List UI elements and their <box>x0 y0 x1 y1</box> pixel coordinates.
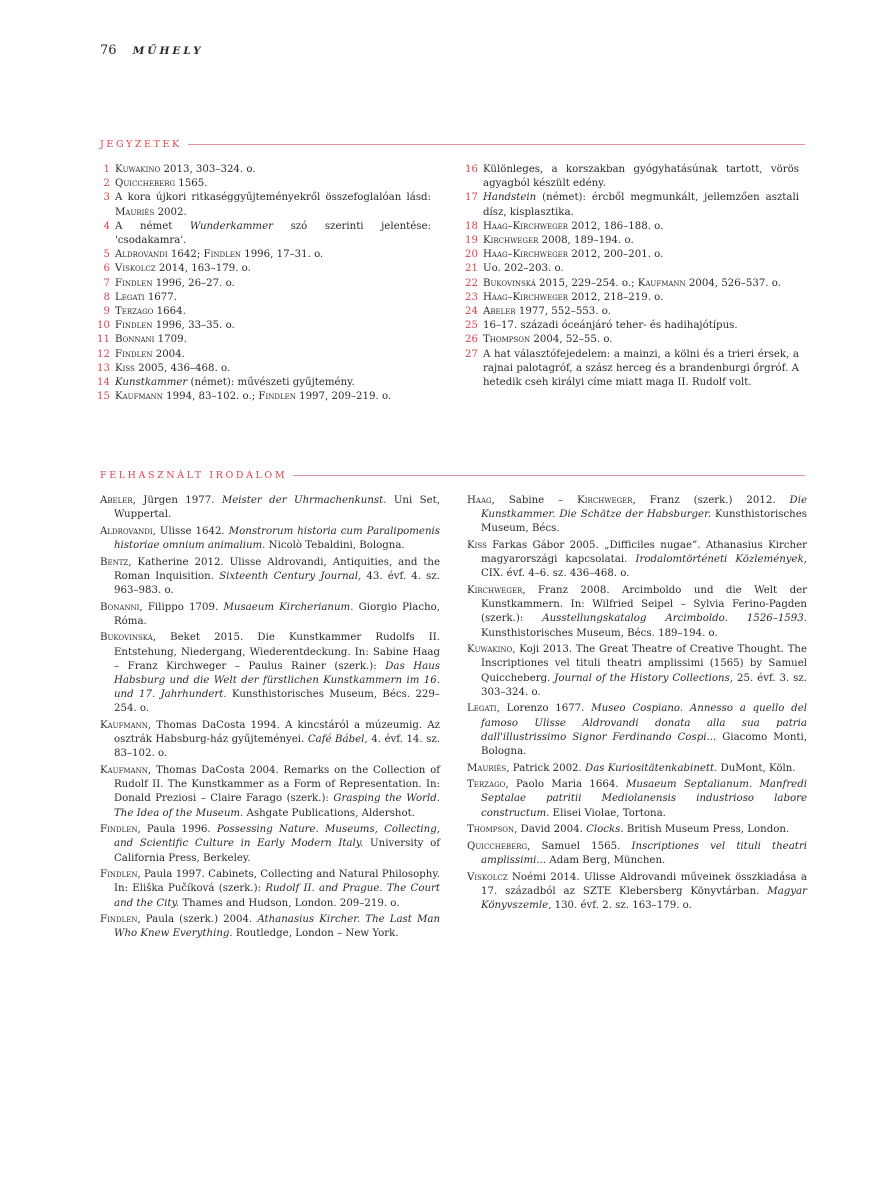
page-number: 76 <box>100 43 117 58</box>
text-run: , Koji 2013. The Great Theatre of Creative Thought. The Inscriptiones vel tituli theatri amplissimi (1565) by Samuel Quiccheberg. <box>481 644 807 684</box>
text-run: 2004, 526–537. o. <box>685 277 781 289</box>
text-run: University of California Press, Berkeley. <box>114 838 440 864</box>
text-run: Különleges, a korszakban gyógyhatásúnak tartott, vörös agyagból készült edény. <box>483 164 799 190</box>
author-name: Findlen <box>115 348 153 360</box>
italic-title: Musaeum Kircherianum. <box>223 601 354 613</box>
bibliography-entry <box>467 584 807 641</box>
footnote <box>96 220 431 248</box>
text-run: , David 2004. <box>514 824 587 836</box>
author-name: Quiccheberg <box>467 840 528 852</box>
author-name: Kirchweger <box>467 585 523 596</box>
footnote <box>464 248 799 262</box>
text-run: , Thomas DaCosta 1994. A kincstáról a múzeumig. Az osztrák Habsburg-ház gyűjteményei. <box>114 720 440 746</box>
bibliography-entry <box>467 778 807 821</box>
italic-title: Museo Cospiano. Annesso a quello del famoso Ulisse Aldrovandi donata alla sua patria dall'illustrissimo Signor Ferdinando Cospi... <box>481 703 807 743</box>
text-run: , Paolo Maria 1664. <box>505 779 626 791</box>
text-run: 2012, 186–188. o. <box>568 220 664 232</box>
text-run: 1642; <box>167 249 204 261</box>
footnote <box>464 234 799 248</box>
text-run: Kunsthistorisches Museum, Bécs. <box>481 509 807 535</box>
text-run: , Filippo 1709. <box>139 601 224 613</box>
footnote <box>464 220 799 234</box>
author-name: Bonnani <box>115 334 155 346</box>
bibliography-entry <box>467 539 807 582</box>
bibliography-entry <box>100 719 440 762</box>
text-run: Nicolò Tebaldini, Bologna. <box>265 540 405 551</box>
author-name: Findlen <box>115 320 153 332</box>
author-name: Kiss <box>467 540 487 551</box>
footnote <box>96 390 431 404</box>
author-name: Viskolcz <box>115 263 156 275</box>
author-name: Terzago <box>467 779 506 791</box>
footnote <box>96 305 431 319</box>
text-run: 1565. <box>175 178 208 190</box>
italic-title: Rudolf II. and Prague. The Court and the City. <box>114 883 440 909</box>
author-name: Kuwakino <box>467 644 513 656</box>
text-run: 1994, 83–102. o.; <box>162 391 259 403</box>
author-name: Findlen <box>100 914 138 926</box>
footnote <box>96 163 431 177</box>
italic-title: Die Kunstkammer. Die Schätze der Habsburger. <box>481 495 807 521</box>
author-name: Kuwakino <box>115 164 161 175</box>
footnote-number: 24 <box>465 306 478 318</box>
footnote-text <box>115 305 431 319</box>
text-run: Noémi 2014. Ulisse Aldrovandi műveinek összkiadása a 17. századból az SZTE Klebersberg Könyvtárban. <box>481 871 807 897</box>
italic-title: Inscriptiones vel tituli theatri amplissimi... <box>481 840 807 866</box>
footnote-text <box>115 248 431 262</box>
text-run: 1997, 209–219. o. <box>295 391 392 403</box>
footnote-text <box>483 262 799 276</box>
bibliography-entry <box>100 494 440 522</box>
text-run: 2014, 163–179. o. <box>155 263 251 275</box>
footnote-number: 17 <box>465 192 478 204</box>
footnote <box>464 333 799 347</box>
text-run: 2002. <box>154 206 187 218</box>
text-run: Uni Set, Wuppertal. <box>114 495 440 521</box>
text-run: 2012, 218–219. o. <box>568 291 664 303</box>
text-run: , Franz 2008. Arcimboldo und die Welt der Kunstkammern. In: Wilfried Seipel – Sylvia Ferino-Pagden (szerk.): <box>481 585 807 625</box>
bibliography-entry <box>467 702 807 759</box>
author-name: Thompson <box>483 334 531 346</box>
footnote <box>96 191 431 219</box>
footnote <box>96 291 431 305</box>
author-name: Viskolcz <box>467 871 508 883</box>
italic-title: Musaeum Septalianum. Manfredi Septalae patritii Mediolanensis industrioso labore constructum. <box>481 779 807 819</box>
author-name: Findlen <box>100 869 138 881</box>
bibliography-entry <box>467 871 807 914</box>
text-run: 1996, 17–31. o. <box>240 249 324 261</box>
footnote-text <box>483 333 799 347</box>
footnote-number: 9 <box>103 306 110 318</box>
text-run: Kunsthistorisches Museum, Bécs. 189–194. o. <box>481 627 718 639</box>
text-run: British Museum Press, London. <box>623 824 790 836</box>
footnote <box>96 262 431 276</box>
footnote-number: 25 <box>465 320 478 332</box>
footnote-number: 15 <box>97 391 110 403</box>
author-name: Kaufmann <box>100 765 148 776</box>
footnote-text <box>115 191 431 219</box>
italic-title: Handstein <box>483 192 537 204</box>
text-run: , Franz (szerk.) 2012. <box>632 495 790 506</box>
italic-title: Wunderkammer <box>189 220 273 232</box>
footnote-text <box>483 319 799 333</box>
footnote <box>96 333 431 347</box>
footnote <box>464 348 799 391</box>
bibliography-entry <box>467 494 807 537</box>
footnote <box>96 348 431 362</box>
footnote <box>464 277 799 291</box>
text-run: Elisei Violae, Tortona. <box>549 807 666 819</box>
bibliography-entry <box>100 556 440 599</box>
bibliography-left-column <box>100 494 440 944</box>
italic-title: Das Kuriositätenkabinett. <box>585 762 718 774</box>
author-name: Terzago <box>115 306 154 318</box>
text-run: Giacomo Monti, Bologna. <box>481 731 808 758</box>
notes-right-column <box>464 163 799 390</box>
footnote-number: 20 <box>465 249 478 261</box>
footnote-number: 11 <box>97 334 110 346</box>
bibliography-entry <box>100 868 440 911</box>
author-name: Kaufmann <box>115 391 163 403</box>
text-run: 1996, 33–35. o. <box>152 320 235 332</box>
footnote-number: 21 <box>465 263 478 275</box>
text-run: , Patrick 2002. <box>506 762 586 774</box>
bibliography-entry <box>467 823 807 837</box>
footnote-number: 6 <box>103 263 110 275</box>
author-name: Haag–Kirchweger <box>483 220 569 232</box>
footnote <box>96 319 431 333</box>
text-run: DuMont, Köln. <box>717 762 796 774</box>
text-run: 16–17. századi óceánjáró teher- és hadihajótípus. <box>483 320 738 332</box>
text-run: , Paula 1996. <box>137 824 217 836</box>
text-run: 2004, 52–55. o. <box>530 334 613 346</box>
text-run: 130. évf. 2. sz. 163–179. o. <box>551 900 692 911</box>
text-run: Routledge, London – New York. <box>232 928 399 940</box>
notes-heading <box>100 139 805 150</box>
italic-title: Magyar Könyvszemle, <box>481 885 807 911</box>
footnote-number: 2 <box>103 178 110 190</box>
author-name: Bukovinská <box>100 632 153 644</box>
text-run: Uo. 202–203. o. <box>483 263 564 275</box>
text-run: A kora újkori ritkaséggyűjteményekről összefoglalóan lásd: <box>115 192 431 204</box>
author-name: Findlen <box>203 249 241 261</box>
bibliography-entry <box>100 631 440 716</box>
text-run: , Lorenzo 1677. <box>496 703 592 715</box>
footnote-number: 8 <box>103 291 110 303</box>
footnote <box>96 376 431 390</box>
footnote-text <box>115 319 431 333</box>
footnote-number: 22 <box>465 277 478 289</box>
text-run: szó szerinti jelentése: 'csodakamra'. <box>115 220 431 247</box>
footnote-text <box>483 191 799 219</box>
footnote-number: 19 <box>465 235 478 247</box>
footnote <box>96 277 431 291</box>
author-name: Bentz <box>100 556 129 568</box>
journal-title: MŰHELY <box>132 45 204 57</box>
italic-title: Kunstkammer <box>115 377 188 389</box>
footnote-number: 3 <box>103 192 110 204</box>
bibliography-heading-label: FELHASZNÁLT IRODALOM <box>100 470 288 481</box>
footnote-text <box>115 348 431 362</box>
footnote-number: 26 <box>465 334 478 346</box>
author-name: Quiccheberg <box>115 178 176 190</box>
bibliography-heading-rule <box>293 475 805 476</box>
bibliography-entry <box>100 823 440 866</box>
text-run: 1977, 552–553. o. <box>515 306 611 318</box>
footnote-text <box>483 163 799 191</box>
footnote-text <box>483 234 799 248</box>
bibliography-entry <box>100 764 440 821</box>
author-name: Kaufmann <box>637 277 686 289</box>
text-run: , Paula (szerk.) 2004. <box>137 914 258 926</box>
bibliography-entry <box>467 762 807 776</box>
text-run: 1677. <box>144 291 177 303</box>
footnote-number: 16 <box>465 164 478 175</box>
notes-heading-rule <box>188 144 805 145</box>
author-name: Bonanni <box>100 601 140 613</box>
footnote-text <box>115 291 431 305</box>
italic-title: Grasping the World. The Idea of the Museum. <box>114 793 440 819</box>
text-run: 2008, 189–194. o. <box>538 235 634 247</box>
footnote-text <box>483 291 799 305</box>
footnote-number: 7 <box>103 277 110 289</box>
notes-heading-label: JEGYZETEK <box>100 139 182 150</box>
italic-title: Café Bábel, <box>307 734 368 746</box>
text-run: Adam Berg, München. <box>546 855 666 866</box>
footnote-number: 27 <box>465 348 478 360</box>
bibliography-entry <box>467 840 807 868</box>
bibliography-entry <box>100 525 440 553</box>
footnote <box>464 191 799 219</box>
author-name: Kirchweger <box>483 235 539 247</box>
text-run: (német): művészeti gyűjtemény. <box>187 377 355 389</box>
text-run: , Thomas DaCosta 2004. Remarks on the Collection of Rudolf II. The Kunstkammer as a Form of Representation. In: Donald Preziosi – Claire Farago (szerk.): <box>114 765 440 805</box>
footnote <box>464 163 799 191</box>
author-name: Haag–Kirchweger <box>483 249 569 261</box>
text-run: A hat választófejedelem: a mainzi, a kölni és a trieri érsek, a rajnai palotagróf, a szász herceg és a brandenburgi őrgróf. A hetedik cseh királyi címe miatt maga II. Rudolf volt. <box>483 348 799 389</box>
author-name: Kaufmann <box>100 720 148 731</box>
footnote-number: 23 <box>465 291 478 303</box>
italic-title: Possessing Nature. Museums, Collecting, and Scientific Culture in Early Modern Italy. <box>114 824 440 850</box>
bibliography-entry <box>100 913 440 941</box>
text-run: A német <box>115 220 190 232</box>
notes-left-column <box>96 163 431 404</box>
italic-title: Irodalomtörténeti Közlemények, <box>635 554 807 566</box>
footnote-text <box>115 262 431 276</box>
text-run: , Jürgen 1977. <box>132 495 222 506</box>
bibliography-right-column <box>467 494 807 916</box>
author-name: Bukovinská <box>483 277 536 289</box>
author-name: Findlen <box>115 277 153 289</box>
footnote-number: 12 <box>97 348 110 360</box>
text-run: (német): ércből megmunkált, jellemzően asztali dísz, kisplasztika. <box>483 192 799 218</box>
footnote-number: 13 <box>97 362 110 374</box>
footnote <box>96 362 431 376</box>
text-run: , Ulisse 1642. <box>152 525 229 537</box>
footnote-number: 14 <box>97 377 110 389</box>
text-run: 2013, 303–324. o. <box>160 164 256 175</box>
author-name: Thompson <box>467 824 515 836</box>
footnote-text <box>115 277 431 291</box>
footnote-text <box>483 220 799 234</box>
author-name: Findlen <box>100 824 138 836</box>
text-run: Ashgate Publications, Aldershot. <box>243 807 415 819</box>
text-run: Giorgio Placho, Róma. <box>114 601 441 627</box>
text-run: 2005, 436–468. o. <box>134 362 231 374</box>
text-run: , Samuel 1565. <box>527 840 632 852</box>
text-run: 1996, 26–27. o. <box>152 277 235 289</box>
text-run: 1709. <box>154 334 187 346</box>
author-name: Kiss <box>115 362 135 374</box>
footnote-number: 5 <box>103 249 110 261</box>
text-run: , Beket 2015. Die Kunstkammer Rudolfs II. Entstehung, Niedergang, Wiederentdeckung. In: Sabine Haag – Franz Kirchweger – Paulus Rainer (szerk.): <box>114 632 440 672</box>
author-name: Findlen <box>258 391 296 403</box>
italic-title: Journal of the History Collections, <box>554 672 734 684</box>
footnote <box>464 262 799 276</box>
author-name: Aldrovandi <box>100 525 153 537</box>
footnote <box>464 305 799 319</box>
footnote-text <box>115 163 431 177</box>
text-run: 2015, 229–254. o.; <box>535 277 638 289</box>
footnote-text <box>115 220 431 248</box>
footnote-text <box>115 333 431 347</box>
footnote-text <box>483 277 799 291</box>
footnote <box>96 177 431 191</box>
footnote-text <box>115 376 431 390</box>
text-run: CIX. évf. 4–6. sz. 436–468. o. <box>481 568 630 580</box>
text-run: 25. évf. 3. sz. 303–324. o. <box>481 672 808 698</box>
author-name: Abeler <box>483 306 516 318</box>
running-head <box>100 43 204 58</box>
italic-title: Monstrorum historia cum Paralipomenis historiae omnium animalium. <box>114 525 440 551</box>
footnote-number: 18 <box>465 220 478 232</box>
italic-title: Das Haus Habsburg und die Welt der fürstlichen Kunstkammern im 16. und 17. Jahrhundert. <box>114 660 440 701</box>
footnote-text <box>115 390 431 404</box>
footnote-text <box>483 248 799 262</box>
footnote-number: 1 <box>103 164 110 175</box>
author-name: Mauriès <box>467 762 507 774</box>
text-run: 43. évf. 4. sz. 963–983. o. <box>114 570 441 596</box>
text-run: Kunsthistorisches Museum, Bécs. 229–254. o. <box>114 689 440 715</box>
footnote-number: 10 <box>97 320 110 332</box>
text-run: , Sabine – <box>491 495 578 506</box>
bibliography-entry <box>467 643 807 700</box>
footnote-text <box>483 348 799 391</box>
footnote-text <box>115 362 431 376</box>
text-run: 2012, 200–201. o. <box>568 249 664 261</box>
italic-title: Clocks. <box>586 824 624 836</box>
author-name: Legati <box>115 291 145 303</box>
italic-title: Sixteenth Century Journal, <box>219 570 362 582</box>
author-name: Legati <box>467 703 497 715</box>
footnote-number: 4 <box>103 220 110 232</box>
author-name: Abeler <box>100 495 133 506</box>
text-run: 4. évf. 14. sz. 83–102. o. <box>114 734 441 760</box>
bibliography-heading <box>100 470 805 481</box>
text-run: , Katherine 2012. Ulisse Aldrovandi, Antiquities, and the Roman Inquisition. <box>114 556 440 582</box>
author-name: Haag <box>467 495 492 506</box>
italic-title: Athanasius Kircher. The Last Man Who Knew Everything. <box>114 914 441 940</box>
italic-title: Meister der Uhrmachenkunst. <box>221 495 387 506</box>
author-name: Haag–Kirchweger <box>483 291 569 303</box>
footnote-text <box>483 305 799 319</box>
text-run: Farkas Gábor 2005. „Difficiles nugae”. Athanasius Kircher magyarországi kapcsolatai. <box>481 540 807 566</box>
author-name: Aldrovandi <box>115 249 168 261</box>
footnote <box>96 248 431 262</box>
footnote <box>464 291 799 305</box>
text-run: 2004. <box>152 348 185 360</box>
footnote <box>464 319 799 333</box>
italic-title: Ausstellungskatalog Arcimboldo. 1526–1593. <box>542 613 807 625</box>
text-run: 1664. <box>153 306 186 318</box>
author-name: Mauriès <box>115 206 155 218</box>
author-name: Kirchweger <box>577 495 633 506</box>
footnote-text <box>115 177 431 191</box>
text-run: , Paula 1997. Cabinets, Collecting and Natural Philosophy. In: Eliška Pučíková (szerk.): <box>114 869 440 895</box>
text-run: Thames and Hudson, London. 209–219. o. <box>179 897 400 909</box>
bibliography-entry <box>100 601 440 629</box>
